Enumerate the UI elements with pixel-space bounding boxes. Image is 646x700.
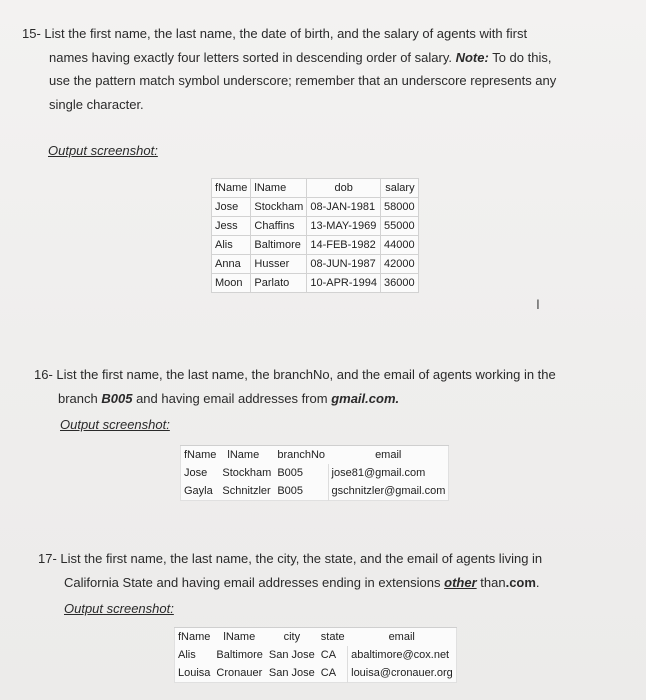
cell: 13-MAY-1969 xyxy=(307,217,381,236)
q16-line1: List the first name, the last name, the branchNo, and the email of agents working in the xyxy=(56,367,556,382)
q16-branch: B005 xyxy=(101,390,133,406)
cell: Stockham xyxy=(251,198,307,217)
q16-line2b: and having email addresses from xyxy=(136,390,328,406)
cell: CA xyxy=(320,649,337,661)
cell: Baltimore xyxy=(251,236,307,255)
cell: gschnitzler@gmail.com xyxy=(328,482,449,501)
cell: Schnitzler xyxy=(222,485,271,497)
table-header-row xyxy=(181,446,449,465)
cell: louisa@cronauer.org xyxy=(348,664,457,683)
q15-result-table xyxy=(211,178,419,293)
col-header-salary: salary xyxy=(380,179,418,198)
cell: abaltimore@cox.net xyxy=(348,646,457,664)
q15-line4: single character. xyxy=(49,96,144,112)
col-header-fname: fName xyxy=(212,179,251,198)
q17-line2c: . xyxy=(535,574,540,590)
cell: B005 xyxy=(277,485,304,497)
col-header-state: state xyxy=(320,631,345,643)
q17-line2a: California State and having email addresses ending in extensions xyxy=(64,574,441,590)
cell: Parlato xyxy=(251,274,307,293)
col-header-lname: lName xyxy=(251,179,307,198)
cell: 44000 xyxy=(380,236,418,255)
question-16 xyxy=(34,363,624,410)
table-row xyxy=(175,664,457,683)
q15-output-label: Output screenshot: xyxy=(48,143,158,158)
table-row xyxy=(212,274,419,293)
table-row xyxy=(212,217,419,236)
cell: Alis xyxy=(212,236,251,255)
table-row xyxy=(175,646,457,664)
cell: Gayla xyxy=(184,485,213,497)
q17-output-label: Output screenshot: xyxy=(64,601,174,616)
q17-ext: .com xyxy=(505,574,536,590)
table-row xyxy=(212,198,419,217)
cell: 08-JUN-1987 xyxy=(307,255,381,274)
cell: 14-FEB-1982 xyxy=(307,236,381,255)
q16-number: 16- xyxy=(34,367,53,382)
q16-line2a: branch xyxy=(58,390,98,406)
q15-number: 15- xyxy=(22,26,41,41)
q17-other: other xyxy=(444,574,477,590)
text-cursor-icon: I xyxy=(536,296,540,312)
q17-result-table xyxy=(174,627,457,683)
cell: Anna xyxy=(212,255,251,274)
table-row xyxy=(212,255,419,274)
cell: B005 xyxy=(277,467,304,479)
cell: Jess xyxy=(212,217,251,236)
cell: 42000 xyxy=(380,255,418,274)
cell: Alis xyxy=(178,649,196,661)
table-row xyxy=(181,482,449,501)
cell: 58000 xyxy=(380,198,418,217)
cell: Jose xyxy=(184,467,208,479)
col-header-email: email xyxy=(375,449,402,461)
cell: Chaffins xyxy=(251,217,307,236)
cell: 08-JAN-1981 xyxy=(307,198,381,217)
q17-line2b: than xyxy=(480,574,506,590)
q16-domain: gmail.com. xyxy=(331,390,400,406)
cell: Baltimore xyxy=(216,649,263,661)
q16-output-label: Output screenshot: xyxy=(60,417,170,432)
col-header-fname: fName xyxy=(178,631,211,643)
cell: 10-APR-1994 xyxy=(307,274,381,293)
q15-line2b: To do this, xyxy=(492,49,552,65)
cell: 55000 xyxy=(380,217,418,236)
col-header-dob: dob xyxy=(307,179,381,198)
cell: Moon xyxy=(212,274,251,293)
cell: Husser xyxy=(251,255,307,274)
col-header-fname: fName xyxy=(184,449,217,461)
cell: 36000 xyxy=(380,274,418,293)
q15-line3: use the pattern match symbol underscore; remember that an underscore represents any xyxy=(49,73,557,88)
col-header-lname: lName xyxy=(223,631,256,643)
q15-line1: List the first name, the last name, the date of birth, and the salary of agents with first xyxy=(44,26,528,41)
col-header-email: email xyxy=(388,631,415,643)
table-row xyxy=(181,464,449,482)
table-header-row xyxy=(212,179,419,198)
cell: Louisa xyxy=(178,667,211,679)
table-row xyxy=(212,236,419,255)
table-header-row xyxy=(175,628,457,647)
col-header-lname: lName xyxy=(227,449,260,461)
cell: Stockham xyxy=(222,467,272,479)
cell: Jose xyxy=(212,198,251,217)
q16-result-table xyxy=(180,445,449,501)
cell: San Jose xyxy=(268,649,315,661)
question-17 xyxy=(38,547,628,594)
q17-line1: List the first name, the last name, the city, the state, and the email of agents living in xyxy=(60,551,543,566)
cell: San Jose xyxy=(268,667,315,679)
q15-note-label: Note: xyxy=(455,49,489,65)
col-header-city: city xyxy=(283,631,301,643)
cell: Cronauer xyxy=(216,667,263,679)
q15-line2a: names having exactly four letters sorted in descending order of salary. xyxy=(49,49,452,65)
cell: jose81@gmail.com xyxy=(328,464,449,482)
cell: CA xyxy=(320,667,337,679)
question-15 xyxy=(22,22,622,116)
col-header-branchno: branchNo xyxy=(277,449,326,461)
q17-number: 17- xyxy=(38,551,57,566)
